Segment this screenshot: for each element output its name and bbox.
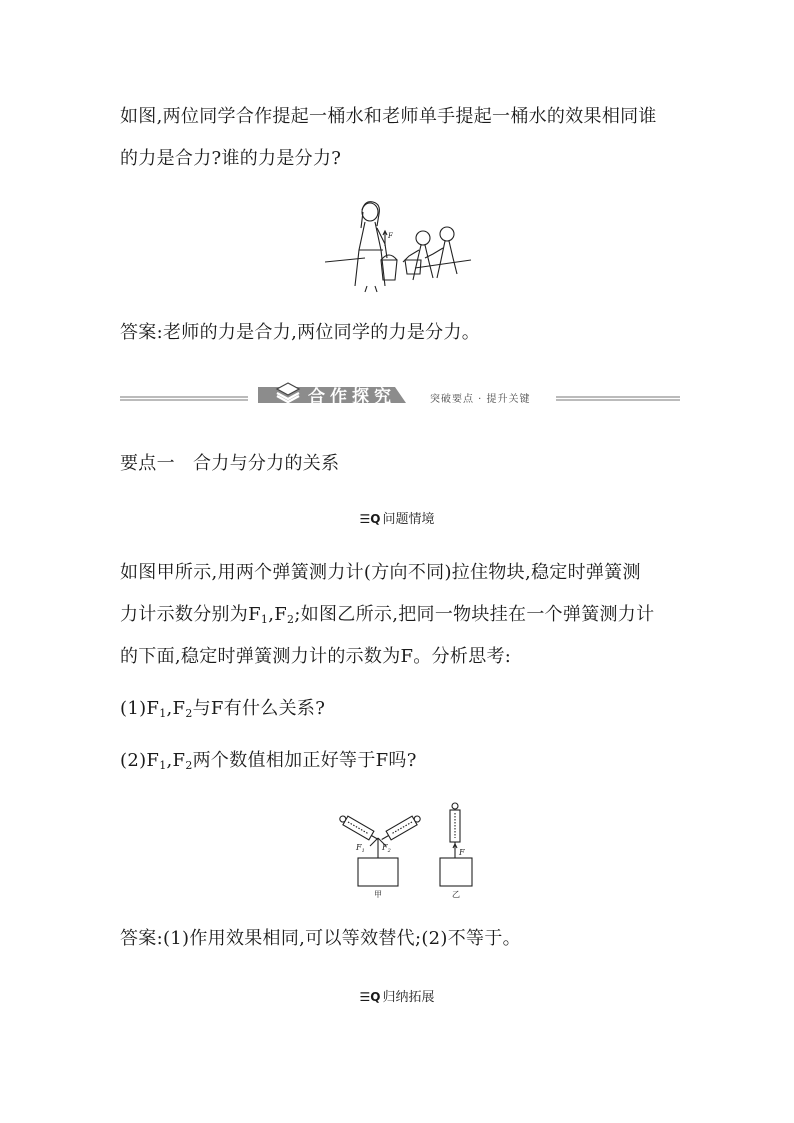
label-f2: $F_2$: [382, 843, 391, 854]
problem-line-1: 如图甲所示,用两个弹簧测力计(方向不同)拉住物块,稳定时弹簧测: [120, 562, 641, 583]
section-heading: 要点一 合力与分力的关系: [120, 453, 340, 474]
svg-text:F: F: [388, 232, 393, 240]
banner-title: 合作探究: [308, 387, 396, 407]
magnifier-list-icon: ☰Q: [359, 990, 381, 1004]
banner-subtitle: 突破要点 · 提升关键: [430, 394, 531, 405]
section-answer: 答案:(1)作用效果相同,可以等效替代;(2)不等于。: [120, 928, 521, 949]
label-f: F: [459, 848, 465, 857]
question-2: $(2)F_1,F_2$两个数值相加正好等于F吗?: [120, 750, 417, 772]
intro-question-line-2: 的力是合力?谁的力是分力?: [120, 148, 342, 169]
section-banner: [120, 377, 680, 409]
label-yi: 乙: [452, 890, 460, 899]
layers-icon: [275, 381, 301, 403]
problem-line-3: 的下面,稳定时弹簧测力计的示数为F。分析思考:: [120, 646, 512, 667]
intro-answer: 答案:老师的力是合力,两位同学的力是分力。: [120, 322, 481, 343]
label-f1: $F_1$: [356, 843, 365, 854]
label-jia: 甲: [374, 890, 382, 899]
summary-extension-label: ☰Q 归纳拓展: [359, 990, 435, 1005]
bucket-lifting-figure: [325, 198, 475, 293]
intro-question-line-1: 如图,两位同学合作提起一桶水和老师单手提起一桶水的效果相同谁: [120, 106, 657, 127]
spring-balance-figure: [318, 800, 498, 900]
problem-situation-label: ☰Q 问题情境: [359, 512, 435, 527]
question-1: $(1)F_1,F_2$与F有什么关系?: [120, 698, 326, 720]
problem-line-2: 力计示数分别为$F_1,F_2$;如图乙所示,把同一物块挂在一个弹簧测力计: [120, 604, 655, 626]
magnifier-list-icon: ☰Q: [359, 512, 381, 526]
